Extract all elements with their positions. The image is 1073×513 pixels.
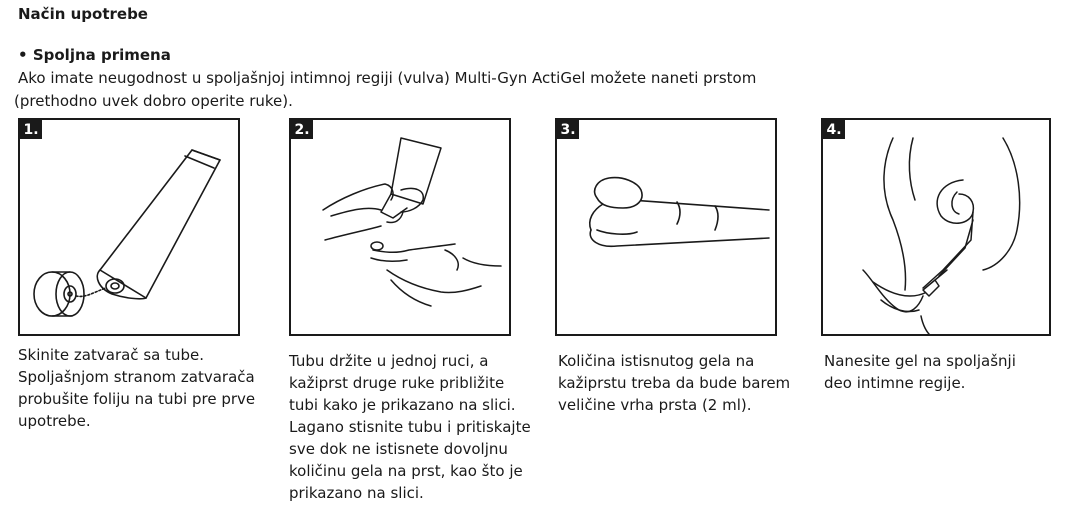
step-4-caption: [824, 350, 1016, 394]
step-4-caption-line: Nanesite gel na spoljašnji: [824, 352, 1016, 370]
step-1-panel: [18, 118, 240, 336]
section-title: [18, 46, 171, 64]
step-2-caption-line: Lagano stisnite tubu i pritiskajte: [289, 418, 531, 436]
step-1-caption-line: Skinite zatvarač sa tube.: [18, 346, 204, 364]
squeeze-gel-illustration: [291, 120, 509, 334]
intro-line-1: Ako imate neugodnost u spoljašnjoj intimnoj regiji (vulva) Multi-Gyn ActiGel možete naneti prstom: [18, 69, 757, 87]
intro-line-2: (prethodno uvek dobro operite ruke).: [14, 92, 293, 110]
step-3-caption-line: kažiprstu treba da bude barem: [558, 374, 791, 392]
step-2-badge: 2.: [291, 120, 313, 139]
tube-and-cap-illustration: [20, 120, 238, 334]
step-3-badge: 3.: [557, 120, 579, 139]
gel-on-fingertip-illustration: [557, 120, 775, 334]
step-3-caption-line: veličine vrha prsta (2 ml).: [558, 396, 752, 414]
apply-gel-illustration: [823, 120, 1049, 334]
bullet: •: [18, 46, 28, 64]
step-1-caption-line: Spoljašnjom stranom zatvarača: [18, 368, 255, 386]
step-1-caption-line: probušite foliju na tubi pre prve: [18, 390, 256, 408]
section-title-text: Spoljna primena: [32, 46, 171, 64]
step-3-panel: [555, 118, 777, 336]
step-2-caption-line: Tubu držite u jednoj ruci, a: [289, 352, 489, 370]
step-3-caption: [558, 350, 790, 416]
step-1-caption-line: upotrebe.: [18, 412, 91, 430]
step-1-badge: 1.: [20, 120, 42, 139]
step-3-caption-line: Količina istisnutog gela na: [558, 352, 755, 370]
step-2-caption-line: sve dok ne istisnete dovoljnu: [289, 440, 508, 458]
step-2-caption-line: prikazano na slici.: [289, 484, 424, 502]
step-2-caption: [289, 350, 531, 504]
step-4-caption-line: deo intimne regije.: [824, 374, 966, 392]
step-2-caption-line: kažiprst druge ruke približite: [289, 374, 505, 392]
step-2-panel: [289, 118, 511, 336]
page-title: Način upotrebe: [18, 5, 148, 23]
step-4-panel: [821, 118, 1051, 336]
step-1-caption: [18, 344, 255, 432]
step-2-caption-line: tubi kako je prikazano na slici.: [289, 396, 516, 414]
step-2-caption-line: količinu gela na prst, kao što je: [289, 462, 523, 480]
step-4-badge: 4.: [823, 120, 845, 139]
